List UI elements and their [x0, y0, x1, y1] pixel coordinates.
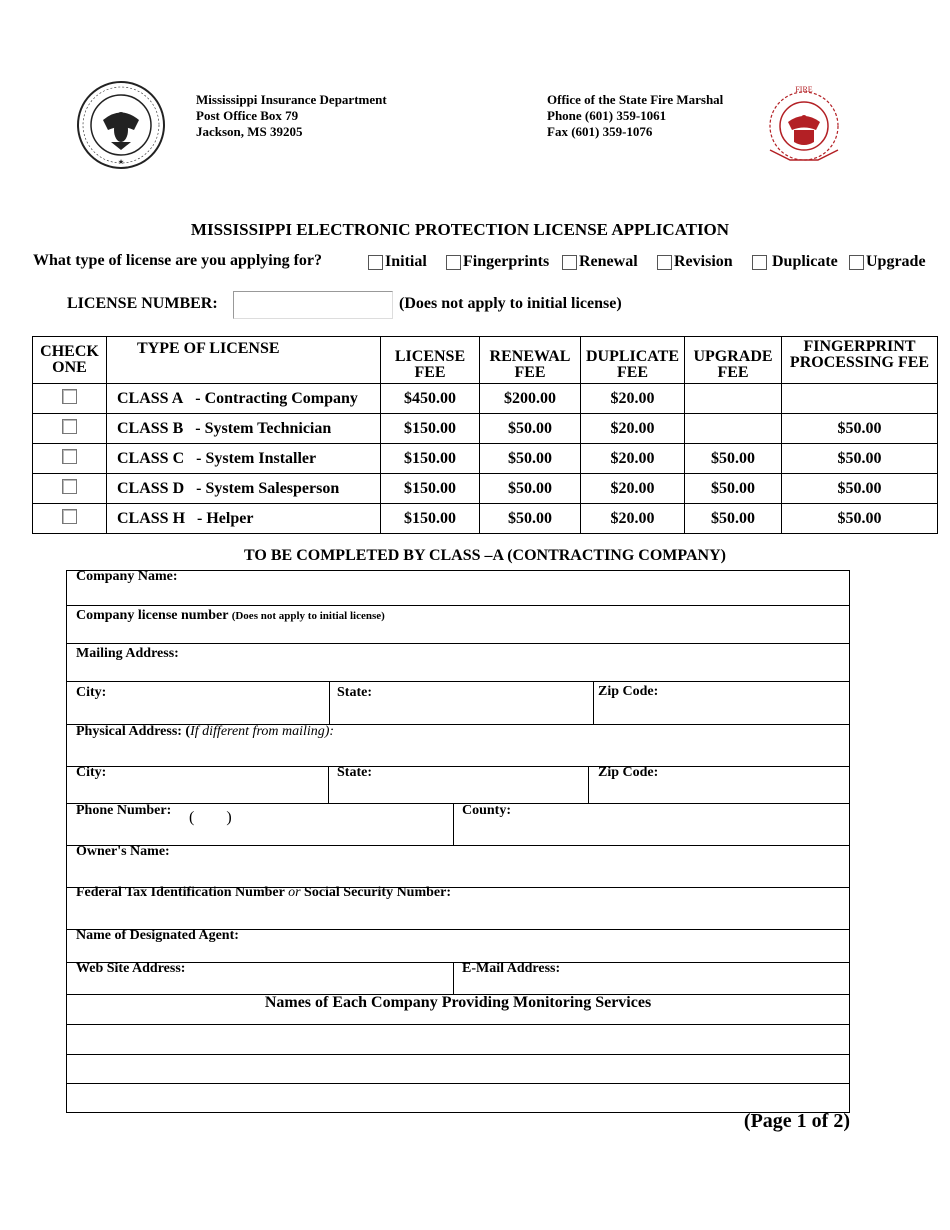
checkbox[interactable] — [446, 255, 461, 270]
duplicate-fee-cell: $20.00 — [581, 504, 685, 534]
license-fee-cell: $150.00 — [381, 504, 480, 534]
upgrade-fee-cell — [685, 414, 782, 444]
license-type-cell: CLASS C - System Installer — [107, 444, 381, 474]
company-name-field[interactable]: Company Name: — [76, 569, 178, 584]
address-line: Fax (601) 359-1076 — [547, 124, 653, 139]
license-number-label: LICENSE NUMBER: — [67, 295, 218, 312]
address-line: Jackson, MS 39205 — [196, 124, 303, 139]
checkbox[interactable] — [368, 255, 383, 270]
monitoring-company-line-1[interactable] — [67, 1025, 849, 1053]
upgrade-fee-cell: $50.00 — [685, 504, 782, 534]
phone-number-field[interactable]: Phone Number: — [76, 803, 172, 818]
designated-agent-field[interactable]: Name of Designated Agent: — [76, 928, 239, 943]
license-type-cell: CLASS D - System Salesperson — [107, 474, 381, 504]
checkbox[interactable] — [562, 255, 577, 270]
page-number: (Page 1 of 2) — [743, 1110, 850, 1132]
monitoring-services-title: Names of Each Company Providing Monitoring Services — [264, 994, 652, 1011]
fire-marshal-address — [547, 92, 723, 140]
website-field[interactable]: Web Site Address: — [76, 961, 186, 976]
renewal-fee-cell: $200.00 — [480, 384, 581, 414]
fingerprint-fee-cell: $50.00 — [782, 444, 938, 474]
upgrade-fee-cell: $50.00 — [685, 474, 782, 504]
option-duplicate[interactable] — [752, 253, 838, 271]
svg-text:★: ★ — [117, 158, 125, 166]
city-field[interactable]: City: — [76, 685, 107, 700]
checkbox[interactable] — [752, 255, 767, 270]
tax-id-field[interactable]: Federal Tax Identification Number or Social Security Number: — [76, 885, 452, 900]
col-license-fee: LICENSE FEE — [381, 337, 480, 384]
checkbox[interactable] — [657, 255, 672, 270]
upgrade-fee-cell: $50.00 — [685, 444, 782, 474]
fingerprint-fee-cell — [782, 384, 938, 414]
company-form — [66, 570, 850, 1113]
class-h-checkbox[interactable] — [62, 509, 77, 524]
class-b-checkbox[interactable] — [62, 419, 77, 434]
fee-table — [32, 336, 938, 534]
mailing-address-field[interactable]: Mailing Address: — [76, 646, 179, 661]
duplicate-fee-cell: $20.00 — [581, 444, 685, 474]
option-label: Initial — [385, 253, 427, 270]
option-revision[interactable] — [657, 253, 733, 271]
renewal-fee-cell: $50.00 — [480, 414, 581, 444]
option-renewal[interactable] — [562, 253, 638, 271]
address-line: Phone (601) 359-1061 — [547, 108, 667, 123]
insurance-dept-address — [196, 92, 387, 140]
email-field[interactable]: E-Mail Address: — [462, 961, 561, 976]
option-initial[interactable] — [368, 253, 427, 271]
company-license-field[interactable]: Company license number (Does not apply to initial license) — [76, 608, 385, 623]
address-line: Post Office Box 79 — [196, 108, 299, 123]
license-fee-cell: $150.00 — [381, 444, 480, 474]
license-type-question: What type of license are you applying for? — [33, 252, 323, 269]
license-fee-cell: $150.00 — [381, 474, 480, 504]
state-field[interactable]: State: — [337, 765, 372, 780]
table-row — [33, 444, 938, 474]
duplicate-fee-cell: $20.00 — [581, 384, 685, 414]
col-duplicate-fee: DUPLICATE FEE — [581, 337, 685, 384]
license-type-cell: CLASS H - Helper — [107, 504, 381, 534]
duplicate-fee-cell: $20.00 — [581, 414, 685, 444]
option-label: Duplicate — [772, 253, 838, 270]
table-row — [33, 474, 938, 504]
option-label: Renewal — [579, 253, 638, 270]
option-fingerprints[interactable] — [446, 253, 549, 271]
license-fee-cell: $150.00 — [381, 414, 480, 444]
class-a-checkbox[interactable] — [62, 389, 77, 404]
renewal-fee-cell: $50.00 — [480, 474, 581, 504]
col-check: CHECK ONE — [33, 337, 107, 384]
svg-text:FIRE: FIRE — [795, 85, 813, 94]
class-d-checkbox[interactable] — [62, 479, 77, 494]
fingerprint-fee-cell: $50.00 — [782, 414, 938, 444]
monitoring-company-line-3[interactable] — [67, 1084, 849, 1112]
license-number-input[interactable] — [233, 291, 393, 319]
page-title: MISSISSIPPI ELECTRONIC PROTECTION LICENSE APPLICATION — [190, 220, 730, 239]
renewal-fee-cell: $50.00 — [480, 504, 581, 534]
table-row — [33, 384, 938, 414]
upgrade-fee-cell — [685, 384, 782, 414]
section-title: TO BE COMPLETED BY CLASS –A (CONTRACTING COMPANY) — [244, 547, 726, 564]
state-field[interactable]: State: — [337, 685, 372, 700]
table-row — [33, 414, 938, 444]
renewal-fee-cell: $50.00 — [480, 444, 581, 474]
city-field[interactable]: City: — [76, 765, 107, 780]
owner-name-field[interactable]: Owner's Name: — [76, 844, 170, 859]
option-label: Upgrade — [866, 253, 926, 270]
option-label: Revision — [674, 253, 733, 270]
county-field[interactable]: County: — [462, 803, 512, 818]
option-label: Fingerprints — [463, 253, 550, 270]
class-c-checkbox[interactable] — [62, 449, 77, 464]
license-type-cell: CLASS A - Contracting Company — [107, 384, 381, 414]
col-fingerprint-fee: FINGERPRINT PROCESSING FEE — [782, 337, 938, 384]
duplicate-fee-cell: $20.00 — [581, 474, 685, 504]
fire-marshal-seal-logo — [760, 80, 848, 172]
col-upgrade-fee: UPGRADE FEE — [685, 337, 782, 384]
address-line: Office of the State Fire Marshal — [547, 92, 724, 107]
license-type-cell: CLASS B - System Technician — [107, 414, 381, 444]
address-line: Mississippi Insurance Department — [196, 92, 387, 107]
checkbox[interactable] — [849, 255, 864, 270]
fee-table-header — [33, 337, 938, 384]
physical-address-field[interactable]: Physical Address: (If different from mailing): — [76, 724, 335, 739]
license-fee-cell: $450.00 — [381, 384, 480, 414]
phone-area-code[interactable]: ( ) — [189, 809, 232, 826]
license-number-note: (Does not apply to initial license) — [399, 295, 622, 312]
table-row — [33, 504, 938, 534]
col-renewal-fee: RENEWAL FEE — [480, 337, 581, 384]
fingerprint-fee-cell: $50.00 — [782, 504, 938, 534]
state-seal-logo — [76, 80, 166, 170]
col-type: TYPE OF LICENSE — [107, 337, 381, 384]
zip-code-field[interactable]: Zip Code: — [598, 684, 659, 699]
zip-code-field[interactable]: Zip Code: — [598, 765, 659, 780]
option-upgrade[interactable] — [849, 253, 926, 271]
monitoring-company-line-2[interactable] — [67, 1055, 849, 1083]
fingerprint-fee-cell: $50.00 — [782, 474, 938, 504]
